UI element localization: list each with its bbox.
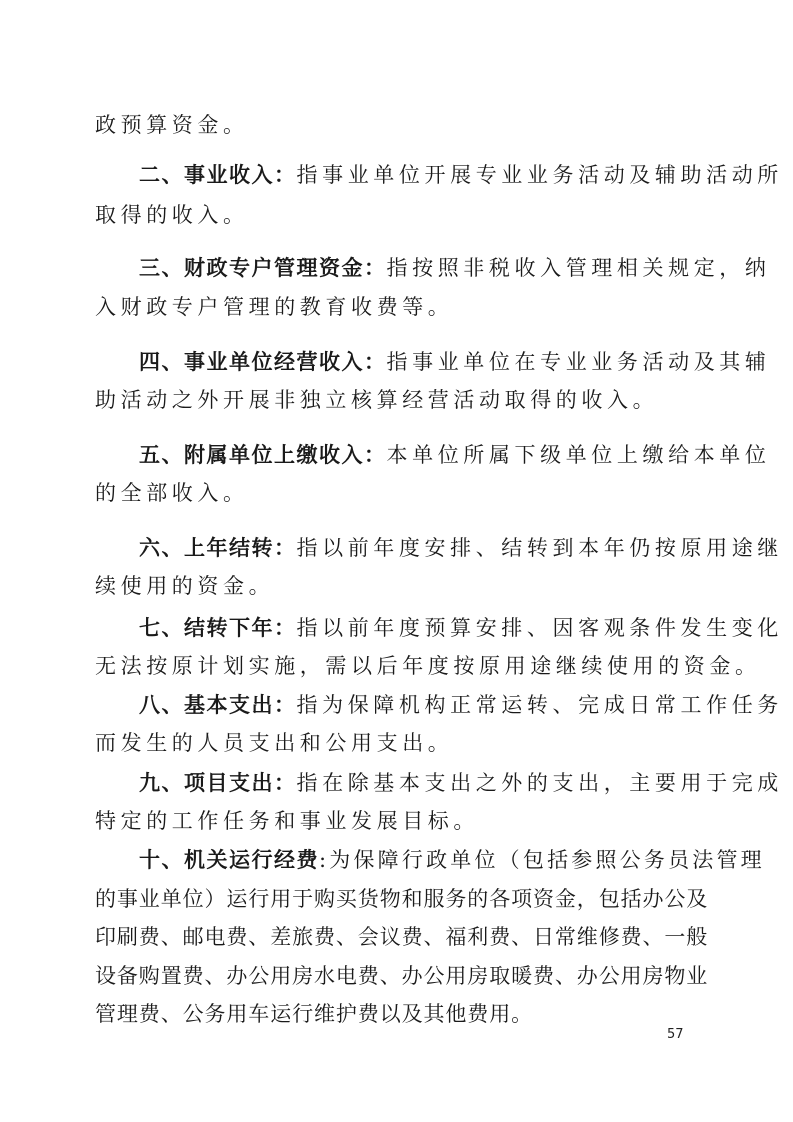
item-3-line-2: 入财政专户管理的教育收费等。: [95, 295, 454, 319]
item-10-line-3: 印刷费、邮电费、差旅费、会议费、福利费、日常维修费、一般: [95, 925, 709, 949]
page-number: 57: [667, 1027, 684, 1042]
item-4-line-2: 助活动之外开展非独立核算经营活动取得的收入。: [95, 388, 659, 412]
item-9-first-line: [139, 769, 783, 797]
item-10-line-4: 设备购置费、办公用房水电费、办公用房取暖费、办公用房物业: [95, 964, 709, 988]
item-4-text: 指事业单位在专业业务活动及其辅: [386, 350, 771, 374]
item-6-text: 指以前年度安排、结转到本年仍按原用途继: [296, 536, 783, 560]
item-6-term: 六、上年结转：: [139, 536, 297, 560]
lead-line: 政预算资金。: [95, 113, 249, 137]
item-2-term: 二、事业收入：: [139, 163, 297, 187]
item-3-term: 三、财政专户管理资金：: [139, 256, 387, 280]
item-2-line-2: 取得的收入。: [95, 203, 249, 227]
item-2-text: 指事业单位开展专业业务活动及辅助活动所: [296, 163, 783, 187]
item-5-line-2: 的全部收入。: [95, 481, 249, 505]
item-6-line-2: 续使用的资金。: [95, 574, 275, 598]
item-8-text: 指为保障机构正常运转、完成日常工作任务: [296, 693, 783, 717]
item-7-line-2: 无法按原计划实施，需以后年度按原用途继续使用的资金。: [95, 654, 761, 678]
item-2-first-line: [139, 161, 783, 189]
item-9-line-2: 特定的工作任务和事业发展目标。: [95, 809, 479, 833]
item-3-first-line: [139, 254, 771, 282]
item-7-first-line: [139, 614, 783, 642]
item-5-term: 五、附属单位上缴收入：: [139, 443, 387, 467]
item-7-text: 指以前年度预算安排、因客观条件发生变化: [296, 616, 783, 640]
item-8-first-line: [139, 691, 783, 719]
item-8-term: 八、基本支出：: [139, 693, 297, 717]
item-4-term: 四、事业单位经营收入：: [139, 350, 387, 374]
item-5-first-line: [139, 441, 771, 469]
item-10-line-5: 管理费、公务用车运行维护费以及其他费用。: [95, 1002, 533, 1026]
item-10-text: :为保障行政单位（包括参照公务员法管理: [319, 848, 765, 872]
item-8-line-2: 而发生的人员支出和公用支出。: [95, 731, 454, 755]
item-6-first-line: [139, 534, 783, 562]
item-10-first-line: [139, 846, 765, 874]
item-9-text: 指在除基本支出之外的支出，主要用于完成: [296, 771, 783, 795]
item-7-term: 七、结转下年：: [139, 616, 297, 640]
item-4-first-line: [139, 348, 771, 376]
item-10-line-2: 的事业单位）运行用于购买货物和服务的各项资金，包括办公及: [95, 887, 709, 911]
item-3-text: 指按照非税收入管理相关规定，纳: [386, 256, 771, 280]
item-9-term: 九、项目支出：: [139, 771, 297, 795]
item-10-term: 十、机关运行经费: [139, 848, 319, 872]
item-5-text: 本单位所属下级单位上缴给本单位: [386, 443, 771, 467]
